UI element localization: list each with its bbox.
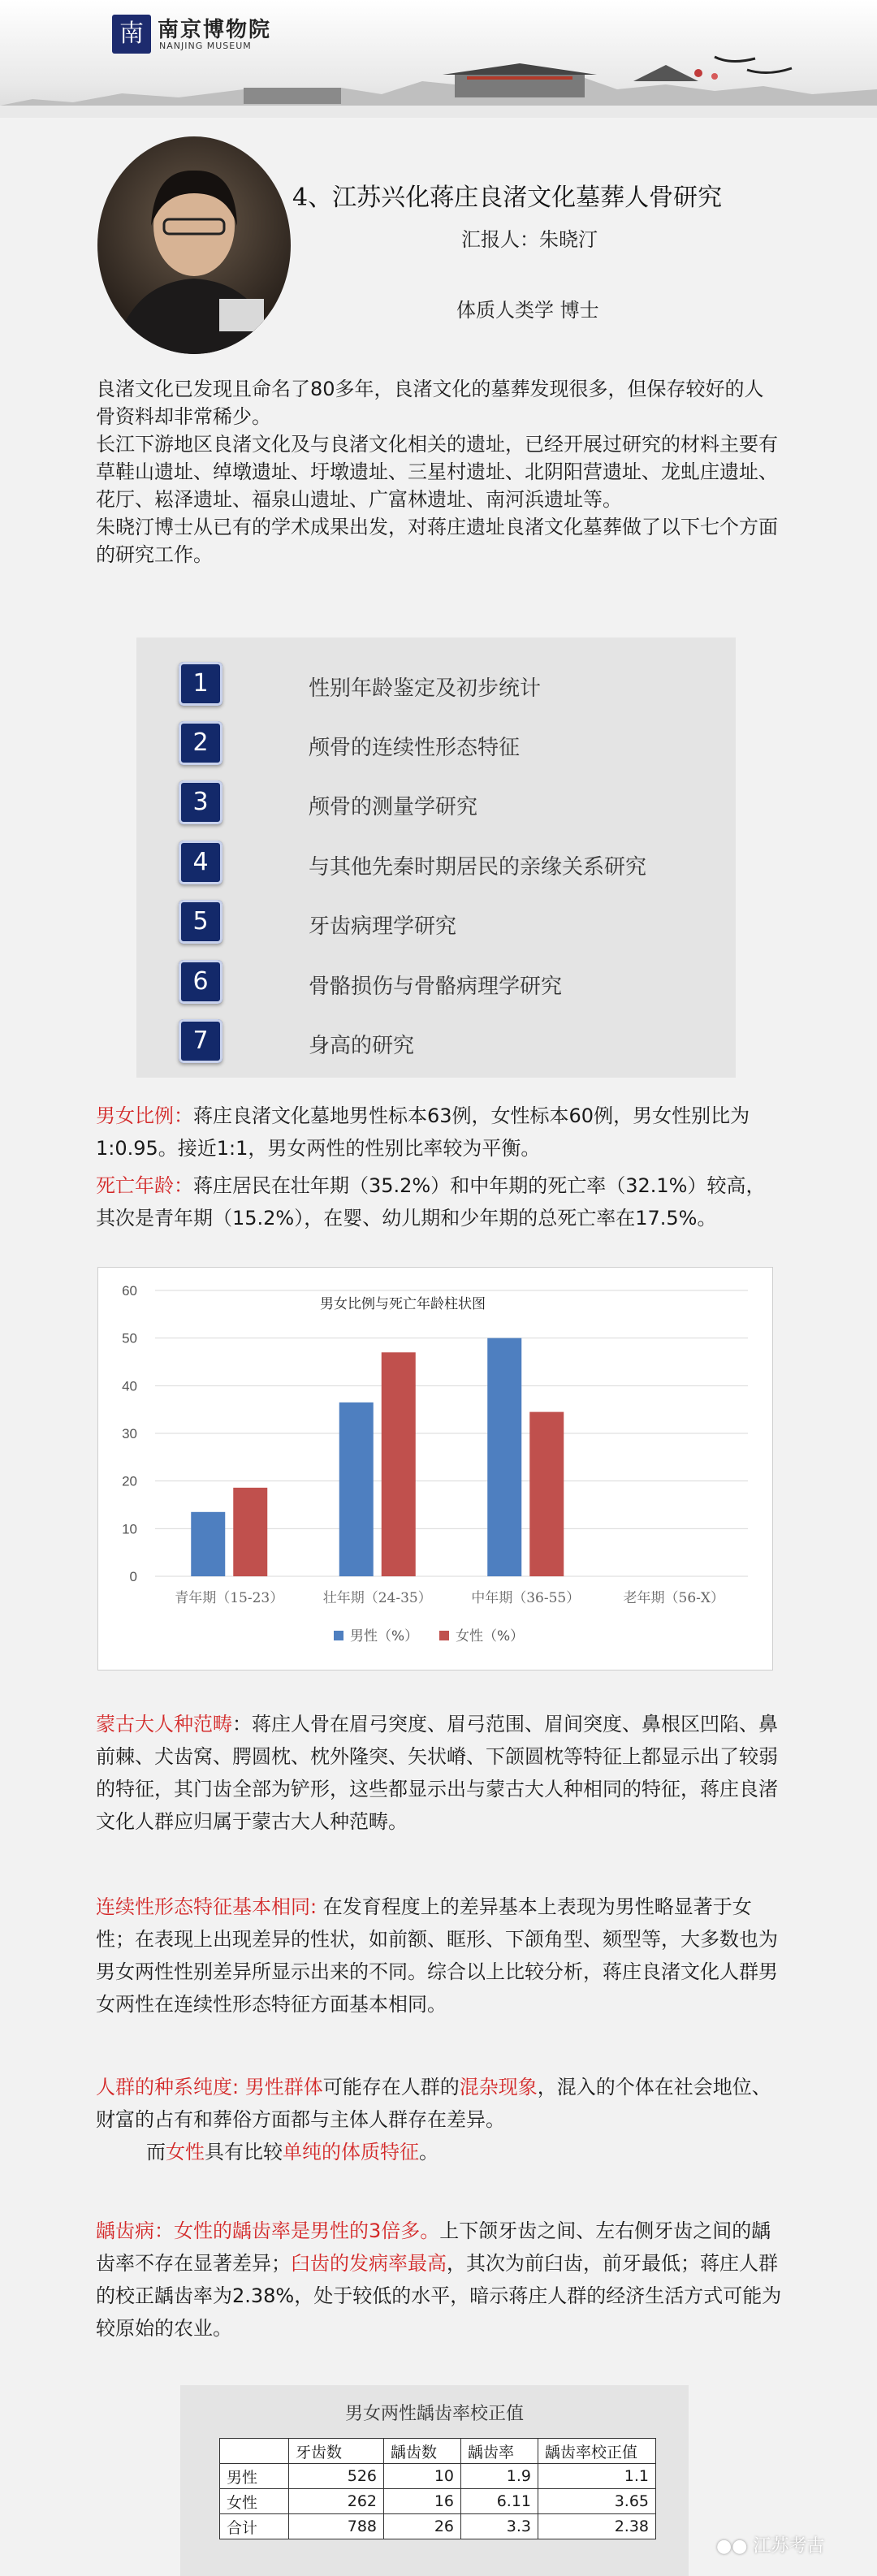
- table-header-row: [220, 2439, 656, 2464]
- table-cell: 526: [289, 2464, 384, 2489]
- continuity-label: 连续性形态特征基本相同:: [96, 1895, 318, 1918]
- caries-text-1: 上下颌牙齿之间、左右侧牙齿之间的龋齿率不存在显著差异；: [96, 2219, 771, 2275]
- bar: [382, 1352, 416, 1576]
- chart-canvas: [98, 1268, 772, 1670]
- continuity-text: 在发育程度上的差异基本上表现为男性略显著于女性；在表现上出现差异的性状，如前额、眶形、下颌角型、颏型等，大多数也为男女两性性别差异所显示出来的不同。综合以上比较分析，蒋庄良渚文化人群男女两性在连续性形态特征方面基本相同。: [96, 1895, 778, 2016]
- x-tick-label: 壮年期（24-35）: [322, 1590, 432, 1606]
- table-header-cell: 龋齿数: [384, 2439, 461, 2464]
- bar: [339, 1403, 374, 1576]
- list-item: [179, 780, 715, 828]
- watermark-text: 江苏考古: [753, 2536, 825, 2557]
- y-tick-label: 50: [122, 1330, 137, 1346]
- y-tick-label: 20: [122, 1473, 137, 1489]
- list-item-label: 牙齿病理学研究: [309, 914, 457, 939]
- bar: [487, 1338, 521, 1576]
- purity-text-2: ，混入的个体在社会地位、财富的占有和葬俗方面都与主体人群存在差异。: [96, 2076, 771, 2131]
- list-item: [179, 900, 715, 947]
- y-tick-label: 10: [122, 1521, 137, 1537]
- caries-table: [219, 2438, 656, 2539]
- x-tick-label: 老年期（56-X）: [623, 1590, 724, 1606]
- table-cell: 16: [384, 2489, 461, 2514]
- bar: [191, 1512, 225, 1576]
- table-row: [220, 2489, 656, 2514]
- list-item: [179, 1019, 715, 1066]
- list-item-label: 颅骨的连续性形态特征: [309, 736, 521, 760]
- y-tick-label: 30: [122, 1426, 137, 1441]
- list-item-label: 与其他先秦时期居民的亲缘关系研究: [309, 855, 647, 880]
- y-tick-label: 0: [129, 1569, 137, 1584]
- table-cell: 788: [289, 2514, 384, 2539]
- purity-female: 女性: [166, 2141, 205, 2163]
- purity-pure: 单纯的体质特征: [283, 2141, 419, 2163]
- sex-ratio-section: [96, 1100, 783, 1165]
- intro-paragraph-3: 朱晓汀博士从已有的学术成果出发，对蒋庄遗址良渚文化墓葬做了以下七个方面的研究工作。: [96, 516, 778, 566]
- wechat-icon: ●●: [716, 2536, 748, 2557]
- reporter-name: 汇报人：朱晓汀: [461, 228, 598, 251]
- table-cell: 10: [384, 2464, 461, 2489]
- bar: [233, 1488, 267, 1576]
- header-banner: [0, 0, 877, 118]
- table-cell: 1.9: [461, 2464, 538, 2489]
- table-cell: 3.65: [538, 2489, 656, 2514]
- table-header-cell: 龋齿率: [461, 2439, 538, 2464]
- list-item-number: 1: [179, 662, 222, 706]
- caries-molar: 臼齿的发病率最高: [291, 2252, 447, 2275]
- table-header-cell: 龋齿率校正值: [538, 2439, 656, 2464]
- purity-text-1: 可能存在人群的: [322, 2076, 460, 2098]
- legend-label: 男性（%）: [350, 1628, 419, 1645]
- table-cell: 合计: [220, 2514, 289, 2539]
- intro-text: [96, 375, 783, 568]
- logo-english-name: NANJING MUSEUM: [159, 41, 252, 51]
- reporter-degree: 体质人类学 博士: [456, 299, 599, 322]
- purity-label: 人群的种系纯度:: [96, 2076, 240, 2098]
- legend-swatch: [334, 1631, 343, 1640]
- list-item-label: 性别年龄鉴定及初步统计: [309, 676, 542, 701]
- list-item-number: 7: [179, 1019, 222, 1063]
- mongoloid-section: [96, 1708, 783, 1838]
- speaker-portrait: [97, 136, 291, 354]
- logo-emblem-icon: 南: [112, 15, 151, 54]
- table-header-cell: [220, 2439, 289, 2464]
- caries-table-title: 男女两性龋齿率校正值: [344, 2404, 524, 2424]
- caries-table-panel: [180, 2385, 689, 2576]
- list-item: [179, 662, 715, 709]
- mongoloid-text: ：蒋庄人骨在眉弓突度、眉弓范围、眉间突度、鼻根区凹陷、鼻前棘、犬齿窝、腭圆枕、枕外隆突、矢状嵴、下颌圆枕等特征上都显示出了较弱的特征，其门齿全部为铲形，这些都显示出与蒙古大人种相同的特征，蒋庄良渚文化人群应归属于蒙古大人种范畴。: [96, 1713, 778, 1833]
- purity-text-5: 。: [419, 2141, 438, 2163]
- y-tick-label: 60: [122, 1283, 137, 1299]
- table-cell: 1.1: [538, 2464, 656, 2489]
- purity-text-4: 具有比较: [205, 2141, 283, 2163]
- sex-ratio-text: 蒋庄良渚文化墓地男性标本63例，女性标本60例，男女性别比为1:0.95。接近1:1，男女两性的性别比率较为平衡。: [96, 1104, 750, 1160]
- table-cell: 3.3: [461, 2514, 538, 2539]
- chart-title: 男女比例与死亡年龄柱状图: [320, 1296, 486, 1312]
- museum-skyline-illustration: [0, 49, 877, 118]
- x-tick-label: 中年期（36-55）: [471, 1590, 581, 1606]
- table-row: [220, 2464, 656, 2489]
- report-title: 4、江苏兴化蒋庄良渚文化墓葬人骨研究: [292, 184, 723, 212]
- purity-male-group: 男性群体: [244, 2076, 323, 2098]
- death-age-label: 死亡年龄：: [96, 1174, 193, 1197]
- table-cell: 女性: [220, 2489, 289, 2514]
- caries-section: [96, 2215, 783, 2345]
- intro-paragraph-2: 长江下游地区良渚文化及与良渚文化相关的遗址，已经开展过研究的材料主要有草鞋山遗址、绰墩遗址、圩墩遗址、三星村遗址、北阴阳营遗址、龙虬庄遗址、花厅、崧泽遗址、福泉山遗址、广富林遗址、南河浜遗址等。: [96, 433, 778, 511]
- x-tick-label: 青年期（15-23）: [175, 1590, 284, 1606]
- list-item-label: 身高的研究: [309, 1034, 415, 1058]
- bar: [529, 1412, 564, 1576]
- y-tick-label: 40: [122, 1378, 137, 1394]
- table-header-cell: 牙齿数: [289, 2439, 384, 2464]
- mongoloid-label: 蒙古大人种范畴: [96, 1713, 232, 1735]
- legend-swatch: [439, 1631, 449, 1640]
- list-item: [179, 841, 715, 888]
- table-cell: 男性: [220, 2464, 289, 2489]
- caries-text-2: ，其次为前臼齿，前牙最低；蒋庄人群的校正龋齿率为2.38%，处于较低的水平，暗示蒋庄人群的经济生活方式可能为较原始的农业。: [96, 2252, 782, 2340]
- table-cell: 6.11: [461, 2489, 538, 2514]
- wechat-watermark: [716, 2532, 824, 2557]
- table-cell: 26: [384, 2514, 461, 2539]
- list-item-label: 骨骼损伤与骨骼病理学研究: [309, 975, 563, 999]
- death-age-chart: [97, 1267, 773, 1671]
- death-age-text: 蒋庄居民在壮年期（35.2%）和中年期的死亡率（32.1%）较高，其次是青年期（15.2%），在婴、幼儿期和少年期的总死亡率在17.5%。: [96, 1174, 766, 1230]
- list-item-number: 2: [179, 721, 222, 765]
- table-row: [220, 2514, 656, 2539]
- list-item-number: 5: [179, 900, 222, 944]
- purity-section: [96, 2071, 783, 2168]
- list-item-number: 4: [179, 841, 222, 884]
- list-item: [179, 960, 715, 1007]
- purity-mixing: 混杂现象: [459, 2076, 538, 2098]
- list-item-number: 6: [179, 960, 222, 1004]
- intro-paragraph-1: 良渚文化已发现且命名了80多年，良渚文化的墓葬发现很多，但保存较好的人骨资料却非常稀少。: [96, 378, 764, 428]
- list-item: [179, 721, 715, 768]
- logo-chinese-name: 南京博物院: [158, 18, 272, 42]
- table-cell: 2.38: [538, 2514, 656, 2539]
- list-item-number: 3: [179, 780, 222, 824]
- table-cell: 262: [289, 2489, 384, 2514]
- sex-ratio-label: 男女比例：: [96, 1104, 193, 1127]
- continuity-section: [96, 1891, 783, 2021]
- list-item-label: 颅骨的测量学研究: [309, 795, 478, 819]
- research-topic-list: [136, 638, 736, 1078]
- death-age-section: [96, 1169, 783, 1234]
- legend-label: 女性（%）: [456, 1628, 525, 1645]
- purity-text-3: 而: [146, 2141, 166, 2163]
- caries-label: 龋齿病：女性的龋齿率是男性的3倍多。: [96, 2219, 440, 2242]
